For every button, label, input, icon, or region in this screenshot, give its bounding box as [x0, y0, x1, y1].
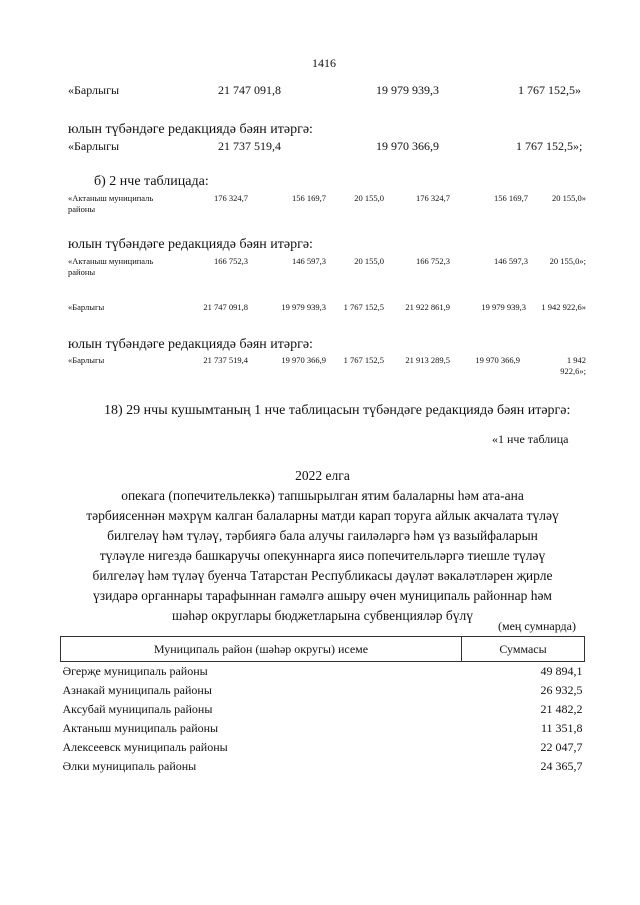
row-value: 20 155,0 — [354, 193, 384, 203]
edit-phrase: юлын түбәндәге редакциядә бәян итәргә: — [68, 122, 313, 137]
title-line: түләүле нигездә башкаручы опекуннарга яисә попечительләргә тиешле түләү — [99, 548, 546, 563]
row-value: 21 737 519,4 — [218, 139, 281, 153]
header-name: Муниципаль район (шәһәр округы) исеме — [61, 637, 462, 662]
row-value-cont: 922,6»; — [560, 366, 586, 376]
table-title — [60, 466, 585, 626]
row-value: 166 752,3 — [214, 256, 248, 266]
row-value: 19 970 366,9 — [475, 355, 520, 365]
subvention-table — [60, 636, 585, 776]
row-value: 21 747 091,8 — [218, 83, 281, 97]
title-line: тәрбиясеннән мәхрүм калган балаларны матди карап торуга айлык акчалата түләү — [86, 508, 559, 523]
row-value: 21 737 519,4 — [203, 355, 248, 365]
row-value: 19 979 939,3 — [281, 302, 326, 312]
district-sum: 11 351,8 — [540, 721, 583, 735]
row-value: 166 752,3 — [416, 256, 450, 266]
row-label: «Барлыгы — [68, 139, 120, 153]
row-label-cont: районы — [68, 204, 96, 214]
title-line: билгеләү һәм түләү буенча Татарстан Республикасы дәүләт вәкаләтләрен җирле — [92, 568, 553, 583]
row-value: 176 324,7 — [416, 193, 450, 203]
table-row — [61, 700, 585, 719]
row-value: 1 942 922,6» — [541, 302, 586, 312]
row-value: 146 597,3 — [494, 256, 528, 266]
row-value: 21 747 091,8 — [203, 302, 248, 312]
row-value: 1 767 152,5» — [518, 83, 581, 97]
row-label: «Барлыгы — [68, 83, 120, 97]
header-sum: Суммасы — [462, 637, 585, 662]
units-note: (мең сумнарда) — [498, 619, 576, 633]
item-18: 18) 29 нчы кушымтаның 1 нче таблицасын түбәндәге редакциядә бәян итәргә: — [104, 403, 571, 418]
table-row — [61, 681, 585, 700]
title-line: билгеләү һәм түләү, тәрбиягә бала алучы гаиләләргә һәм үз вазыйфаларын — [107, 528, 538, 543]
row-value: 20 155,0» — [552, 193, 586, 203]
district-sum: 49 894,1 — [540, 664, 583, 678]
row-value: 156 169,7 — [494, 193, 528, 203]
district-sum: 24 365,7 — [540, 759, 583, 773]
row-value: 1 767 152,5»; — [516, 139, 583, 153]
row-value: 146 597,3 — [292, 256, 326, 266]
row-value: 21 913 289,5 — [405, 355, 450, 365]
row-value: 19 970 366,9 — [376, 139, 439, 153]
row-value: 1 767 152,5 — [343, 302, 384, 312]
row-label: «Барлыгы — [68, 355, 105, 365]
table-reference: «1 нче таблица — [492, 432, 569, 446]
row-label: «Актаныш муниципаль — [68, 256, 154, 266]
row-value: 1 767 152,5 — [343, 355, 384, 365]
row-value: 156 169,7 — [292, 193, 326, 203]
row-label: «Актаныш муниципаль — [68, 193, 154, 203]
district-name: Актаныш муниципаль районы — [62, 721, 219, 735]
title-line: үзидарә органнары тарафыннан гамәлгә ашыру өчен муниципаль районнар һәм — [93, 588, 552, 603]
district-name: Әгерҗе муниципаль районы — [62, 664, 208, 678]
district-sum: 22 047,7 — [540, 740, 583, 754]
row-value: 20 155,0 — [354, 256, 384, 266]
district-name: Азнакай муниципаль районы — [62, 683, 212, 697]
row-value: 21 922 861,9 — [405, 302, 450, 312]
table-row — [61, 757, 585, 776]
district-name: Әлки муниципаль районы — [62, 759, 197, 773]
row-label: «Барлыгы — [68, 302, 105, 312]
page-number: 1416 — [312, 56, 336, 70]
district-name: Алексеевск муниципаль районы — [62, 740, 228, 754]
district-sum: 26 932,5 — [540, 683, 583, 697]
table-row — [61, 662, 585, 682]
district-name: Аксубай муниципаль районы — [62, 702, 213, 716]
row-value: 1 942 — [566, 355, 586, 365]
row-value: 176 324,7 — [214, 193, 248, 203]
table-row — [61, 719, 585, 738]
title-line: шәһәр округлары бюджетларына субвенцияләр бүлү — [171, 608, 474, 623]
row-value: 19 979 939,3 — [376, 83, 439, 97]
title-year: 2022 елга — [295, 468, 350, 483]
district-sum: 21 482,2 — [540, 702, 583, 716]
row-value: 19 979 939,3 — [481, 302, 526, 312]
edit-phrase: юлын түбәндәге редакциядә бәян итәргә: — [68, 237, 313, 252]
row-value: 19 970 366,9 — [281, 355, 326, 365]
table-row — [61, 738, 585, 757]
edit-phrase: юлын түбәндәге редакциядә бәян итәргә: — [68, 337, 313, 352]
title-line: опекага (попечительлеккә) тапшырылган ятим балаларны һәм ата-ана — [121, 488, 524, 503]
row-value: 20 155,0»; — [549, 256, 586, 266]
section-heading: б) 2 нче таблицада: — [94, 174, 209, 189]
row-label-cont: районы — [68, 267, 96, 277]
table-header-row — [61, 637, 585, 662]
